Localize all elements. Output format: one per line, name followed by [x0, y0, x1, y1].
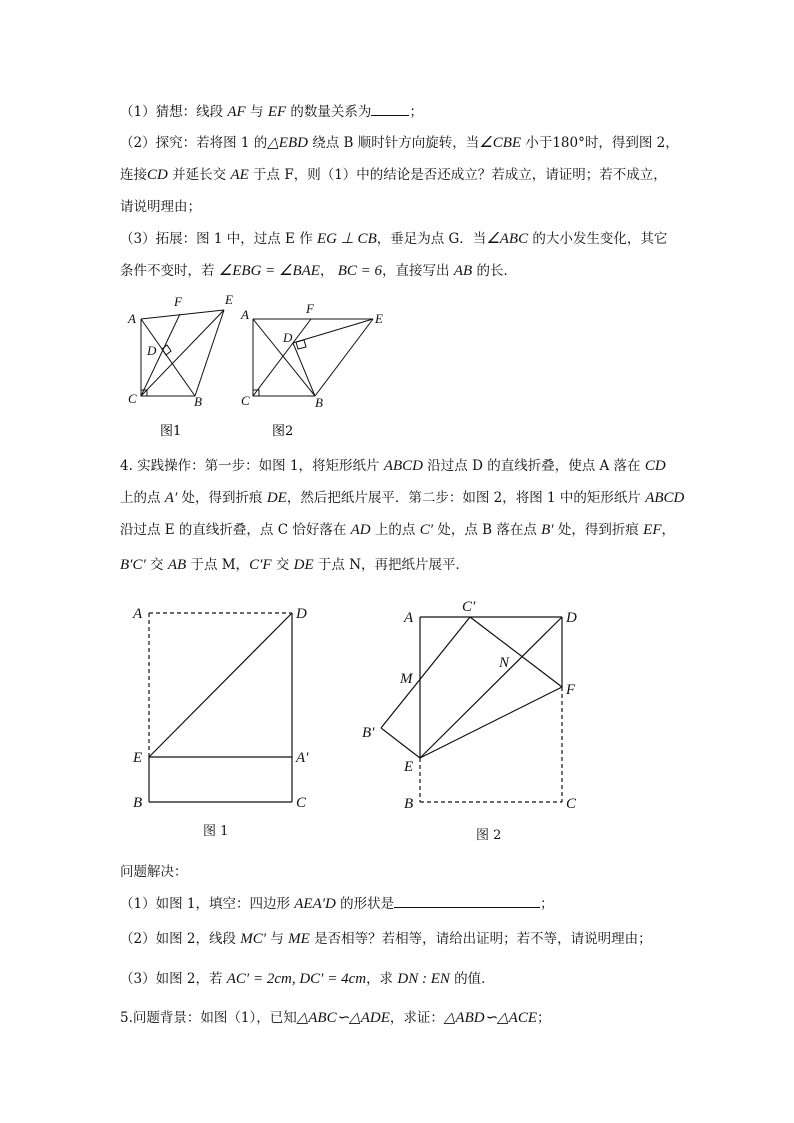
text: （3）如图 2，若 [120, 971, 227, 987]
math-angle: ∠CBE [479, 135, 522, 151]
text: （2）如图 2，线段 [120, 931, 241, 947]
text: 的大小发生变化，其它 [528, 231, 668, 247]
text: 交 [145, 557, 168, 573]
crease-ef [420, 687, 562, 758]
math-ratio: DN : EN [397, 971, 450, 987]
label-e: E [225, 292, 233, 307]
text: 与 [245, 104, 268, 120]
label-f: F [306, 301, 314, 316]
text: 于点 M， [186, 557, 250, 573]
text: 绕点 B 顺时针方向旋转，当 [307, 135, 480, 151]
math-similar: △ABD∽△ACE [443, 1010, 538, 1026]
text: 小于180°时，得到图 2， [521, 135, 679, 151]
math-de: DE [266, 490, 287, 506]
text: 处，点 B 落在点 [433, 522, 542, 538]
text: 沿过点 E 的直线折叠，点 C 恰好落在 [120, 522, 351, 538]
text: 并延长交 [167, 167, 231, 183]
math-ab: AB [453, 263, 473, 279]
text: 连接 [120, 167, 147, 183]
math-de: DE [293, 557, 314, 573]
label-e: E [375, 311, 383, 326]
segment-c-prime-b-prime [381, 617, 470, 728]
text: 于点 N，再把纸片展平． [313, 557, 470, 573]
text: （1）猜想：线段 [120, 104, 228, 120]
label-a: A [133, 606, 143, 622]
math-cd: CD [644, 458, 666, 474]
q3-part2-line3: 请说明理由； [120, 199, 201, 215]
math-c-prime: C′ [419, 522, 434, 538]
label-c: C [128, 391, 137, 406]
text: （3）拓展：图 1 中，过点 E 作 [120, 231, 317, 247]
caption: 图 2 [476, 828, 502, 843]
text: 5.问题背景：如图（1），已知 [120, 1010, 297, 1026]
math-abcd: ABCD [383, 458, 424, 474]
label-c-prime: C′ [462, 599, 476, 615]
text: 的值． [449, 971, 495, 987]
math-ae: AE [230, 167, 249, 183]
q4-solve-2 [120, 929, 740, 949]
text: （1）如图 1，填空：四边形 [120, 896, 295, 912]
text: ，直接写出 [382, 263, 454, 279]
text: ； [537, 1010, 551, 1026]
label-m: M [400, 671, 413, 687]
label-c: C [241, 393, 250, 408]
caption: 图1 [160, 424, 182, 439]
label-f: F [174, 294, 182, 309]
label-e: E [133, 750, 143, 766]
text: 上的点 [120, 490, 165, 506]
caption: 图 1 [203, 824, 229, 839]
segment-c-prime-f [470, 617, 562, 687]
text: （2）探究：若将图 1 的 [120, 135, 268, 151]
crease-de [420, 617, 562, 758]
math-eq: BC = 6 [337, 263, 383, 279]
text: 4. 实践操作：第一步：如图 1，将矩形纸片 [120, 458, 384, 474]
text: 处，得到折痕 [177, 490, 267, 506]
label-d: D [566, 610, 577, 626]
math-ad: AD [350, 522, 371, 538]
caption: 图2 [272, 424, 294, 439]
text: ， [661, 522, 675, 538]
q4-solve-1 [120, 893, 740, 914]
text: 与 [266, 931, 289, 947]
label-d: D [147, 343, 157, 358]
math-quad: AEA′D [294, 896, 336, 912]
math-abcd: ABCD [645, 490, 685, 506]
label-e: E [404, 759, 414, 775]
math-eq: AC′ = 2cm, DC′ = 4cm [226, 971, 367, 987]
text: ； [540, 896, 554, 912]
label-c: C [296, 795, 307, 811]
math-a-prime: A′ [164, 490, 178, 506]
label-d: D [296, 606, 307, 622]
text: ，然后把纸片展平．第二步：如图 2，将图 1 中的矩形纸片 [286, 490, 646, 506]
text: 是否相等？若相等，请给出证明；若不等，请说明理由； [309, 931, 652, 947]
text: 的数量关系为 [286, 104, 372, 120]
q5-line1 [120, 1008, 740, 1028]
math-cf-prime: C′F [249, 557, 272, 573]
math-cd: CD [147, 167, 168, 183]
math-eq: ∠EBG = ∠BAE [218, 263, 320, 279]
text: ； [409, 104, 423, 120]
label-a: A [404, 610, 414, 626]
text: 条件不变时，若 [120, 263, 219, 279]
label-a: A [241, 307, 249, 322]
math-me: ME [288, 931, 310, 947]
math-perp: EG ⊥ CB [317, 231, 377, 247]
label-c: C [566, 796, 577, 812]
answer-blank[interactable] [394, 893, 540, 908]
text: ， [319, 263, 338, 279]
label-f: F [566, 682, 576, 698]
label-b: B [404, 796, 414, 812]
text: 交 [271, 557, 294, 573]
text: 的长． [472, 263, 517, 279]
q4-solve-3 [120, 969, 740, 989]
text: 处，得到折痕 [553, 522, 644, 538]
math-mc-prime: MC′ [240, 931, 267, 947]
text: ，垂足为点 G．当 [376, 231, 487, 247]
math-triangle: △EBD [267, 135, 308, 151]
math-b-prime: B′ [541, 522, 554, 538]
text: 的形状是 [335, 896, 395, 912]
math-ab: AB [167, 557, 187, 573]
math-ef: EF [643, 522, 662, 538]
label-d: D [283, 330, 293, 345]
math-angle: ∠ABC [486, 231, 529, 247]
text: 沿过点 D 的直线折叠，使点 A 落在 [423, 458, 645, 474]
q4-figure-1 [149, 613, 292, 802]
label-b: B [194, 394, 202, 409]
q4-solve-heading: 问题解决： [120, 864, 188, 880]
math-bc-prime: B′C′ [120, 557, 146, 573]
text: ，求 [366, 971, 398, 987]
segment-b-prime-e [381, 728, 420, 758]
text: 上的点 [370, 522, 420, 538]
label-a: A [128, 311, 136, 326]
label-b-prime: B′ [362, 725, 375, 741]
label-b: B [133, 795, 143, 811]
label-n: N [499, 655, 510, 671]
text: ，求证： [389, 1010, 444, 1026]
math-af: AF [227, 104, 246, 120]
math-similar: △ABC∽△ADE [296, 1010, 390, 1026]
text: 于点 F，则（1）中的结论是否还成立？若成立，请证明；若不成立， [248, 167, 667, 183]
math-ef: EF [267, 104, 287, 120]
label-b: B [315, 395, 323, 410]
crease-de [149, 613, 292, 757]
label-a-prime: A′ [296, 750, 309, 766]
